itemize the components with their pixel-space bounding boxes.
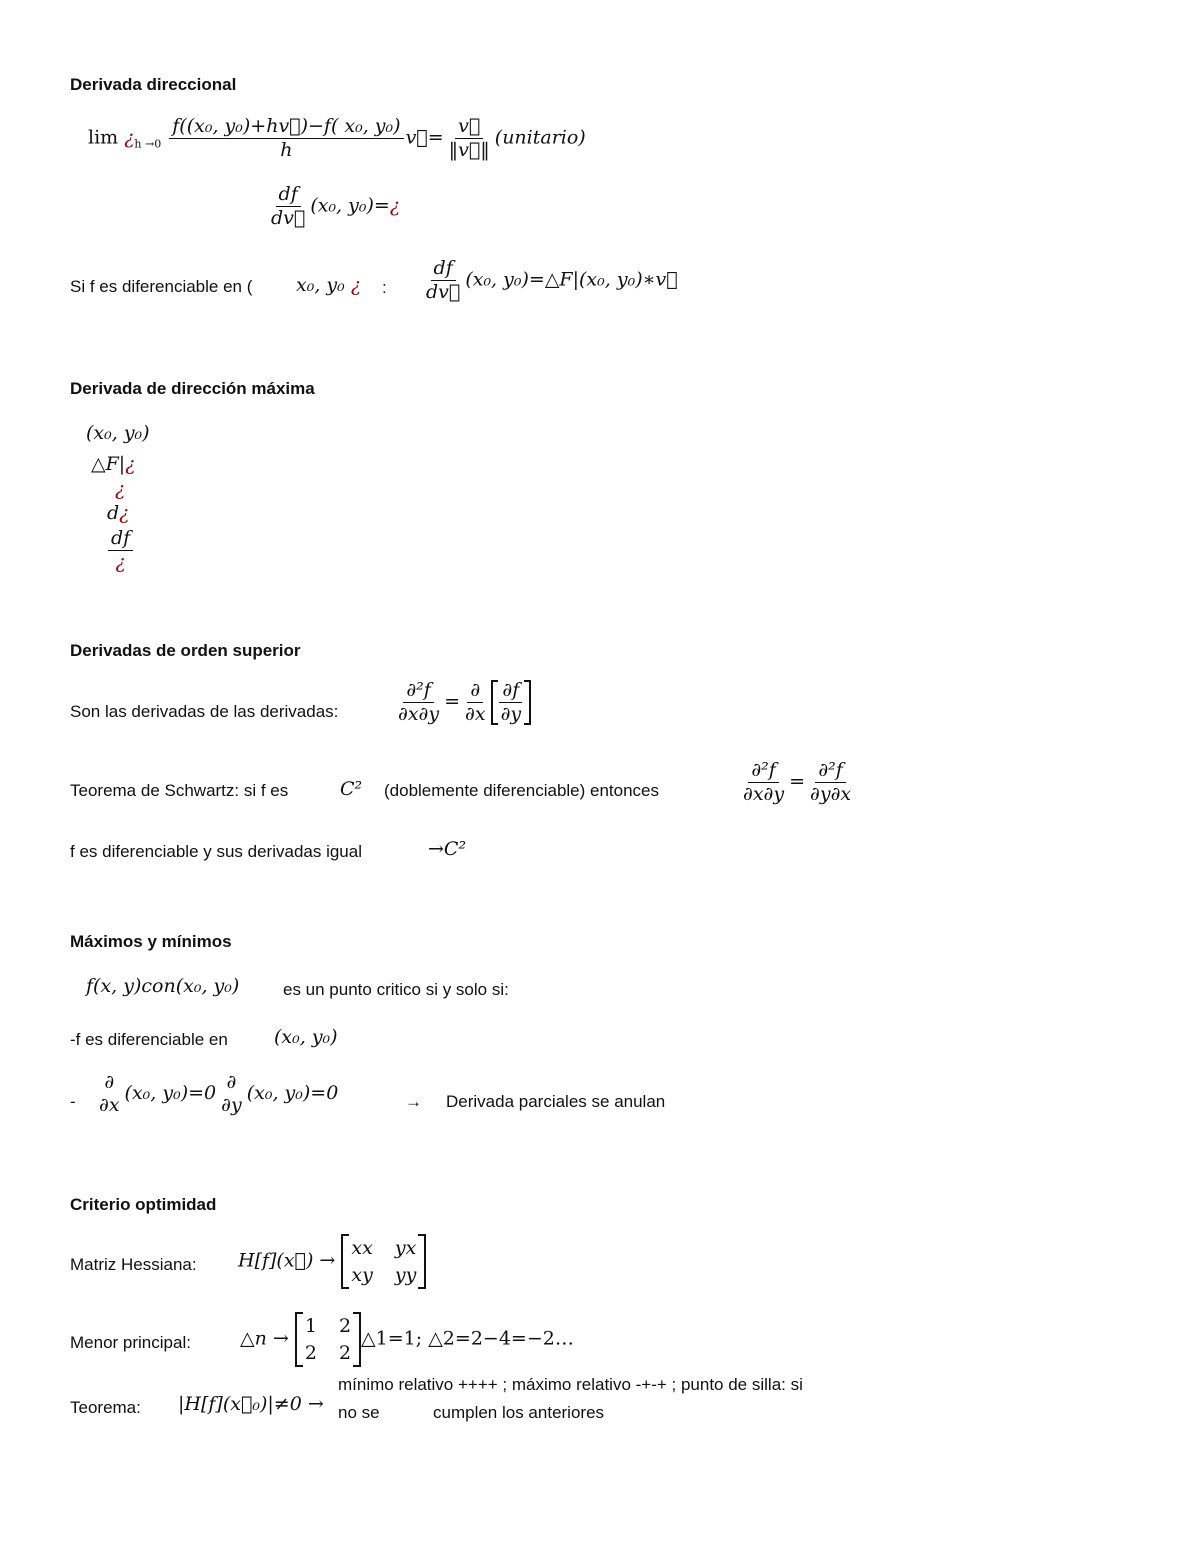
d-line (107, 502, 129, 524)
eq0: (x₀, y₀)=0 (124, 1081, 217, 1104)
heading-direccion-maxima: Derivada de dirección máxima (70, 379, 315, 398)
numerator: ∂ (226, 1071, 237, 1093)
df-fraction (106, 528, 135, 573)
denominator: ∂x∂y (743, 782, 785, 805)
gradient-line (91, 453, 135, 475)
point: (x₀, y₀) (86, 422, 150, 444)
denominator: dv⃗ (271, 206, 306, 229)
undefined-symbol: ¿ (125, 453, 136, 475)
cond1-text: -f es diferenciable en (70, 1030, 228, 1049)
unit-vector (446, 116, 493, 161)
schwartz-text: Teorema de Schwartz: si f es (70, 781, 289, 800)
menor-label: Menor principal: (70, 1333, 191, 1352)
numerator: ∂ (104, 1071, 115, 1093)
denominator: ∂x∂y (398, 702, 440, 725)
point: (x₀, y₀) (274, 1026, 338, 1048)
matrix-cell: yy (394, 1263, 417, 1286)
numerator: ∂f (499, 680, 522, 703)
heading-maximos-minimos: Máximos y mínimos (70, 932, 232, 951)
matrix-cell: 2 (338, 1341, 352, 1364)
numerator: df (276, 184, 301, 207)
teorema-text-1: mínimo relativo ++++ ; máximo relativo -+-+ ; punto de silla: si (338, 1375, 803, 1394)
undefined-symbol: ¿ (115, 478, 126, 500)
undefined-symbol: ¿ (119, 502, 130, 524)
igual-text: f es diferenciable y sus derivadas igual (70, 842, 362, 861)
lim: lim (88, 126, 119, 149)
directional-derivative (266, 184, 400, 229)
heading-orden-superior: Derivadas de orden superior (70, 641, 301, 660)
schwartz-formula (738, 760, 856, 805)
matrix-cell: xy (351, 1263, 373, 1286)
eq: = (444, 690, 461, 713)
denominator: ∂x (99, 1093, 120, 1116)
second-derivative-formula (393, 680, 531, 725)
arrow-c2: →C² (428, 838, 467, 860)
denominator: dv⃗ (426, 280, 461, 303)
numerator: df (431, 258, 456, 281)
hessian-formula (238, 1234, 426, 1289)
heading-derivada-direccional: Derivada direccional (70, 75, 237, 94)
c2: C² (340, 778, 363, 800)
eq0: (x₀, y₀)=0 (246, 1081, 339, 1104)
limit-subscript: h →0 (134, 137, 162, 151)
difference-quotient (169, 116, 403, 161)
hessian-lhs: H[f](x⃗) → (238, 1249, 336, 1272)
gradient: △F| (91, 453, 126, 475)
numerator: df (108, 528, 133, 551)
colon: : (382, 278, 387, 297)
denominator: ∂x (465, 702, 486, 725)
undefined-symbol: ¿ (124, 126, 135, 149)
partials-formula (94, 1072, 338, 1116)
limit-definition (88, 116, 586, 161)
dash: - (70, 1092, 76, 1111)
doblemente-text: (doblemente diferenciable) entonces (384, 781, 660, 800)
teorema-text-2b: cumplen los anteriores (433, 1403, 605, 1422)
hessian-matrix (341, 1234, 426, 1289)
menor-formula (240, 1312, 574, 1367)
point-text: x₀, y₀ (296, 274, 345, 296)
teorema-text-2a: no se (338, 1403, 380, 1422)
eq: = (789, 770, 806, 793)
derivadas-text: Son las derivadas de las derivadas: (70, 702, 339, 721)
denominator: ‖v⃗‖ (448, 138, 490, 161)
df-rest: (x₀, y₀)= (310, 194, 390, 217)
critico-text: es un punto critico si y solo si: (283, 980, 509, 999)
d: d (107, 502, 120, 524)
point (296, 274, 361, 296)
unitario: (unitario) (494, 126, 586, 149)
teorema-label: Teorema: (70, 1398, 141, 1417)
diferenciable-text: Si f es diferenciable en ( (70, 277, 253, 296)
function-point: f(x, y)con(x₀, y₀) (86, 975, 240, 997)
menor-lhs: △n → (240, 1327, 289, 1350)
menor-matrix (295, 1312, 361, 1367)
menor-rest: △1=1; △2=2−4=−2… (361, 1327, 574, 1350)
matrix-cell: xx (351, 1237, 373, 1259)
matrix-cell: 1 (304, 1315, 317, 1337)
denominator: ∂y (500, 702, 522, 725)
denominator: h (280, 138, 293, 161)
denominator: ¿ (115, 550, 126, 573)
matrix-cell: 2 (338, 1315, 352, 1337)
v-eq: v⃗= (405, 126, 444, 149)
numerator: f((x₀, y₀)+hv⃗)−f( x₀, y₀) (169, 116, 403, 139)
numerator: ∂²f (748, 760, 778, 783)
denominator: ∂y (221, 1093, 242, 1116)
undefined-symbol: ¿ (389, 194, 401, 217)
numerator: ∂ (467, 680, 483, 703)
matrix-cell: yx (394, 1237, 417, 1259)
denominator: ∂y∂x (810, 782, 852, 805)
matrix-cell: 2 (304, 1341, 317, 1364)
anulan-text: Derivada parciales se anulan (446, 1092, 666, 1111)
hessiana-label: Matriz Hessiana: (70, 1255, 197, 1274)
heading-criterio-optimidad: Criterio optimidad (70, 1195, 217, 1214)
undefined-symbol: ¿ (350, 274, 361, 296)
teorema-formula: |H[f](x⃗₀)|≠0 → (178, 1393, 324, 1415)
arrow: → (405, 1092, 422, 1111)
numerator: v⃗ (455, 116, 483, 139)
gradient-formula (421, 258, 678, 303)
gradient-rest: (x₀, y₀)=△F|(x₀, y₀)∗v⃗ (465, 268, 678, 291)
numerator: ∂²f (403, 680, 433, 703)
numerator: ∂²f (815, 760, 845, 783)
